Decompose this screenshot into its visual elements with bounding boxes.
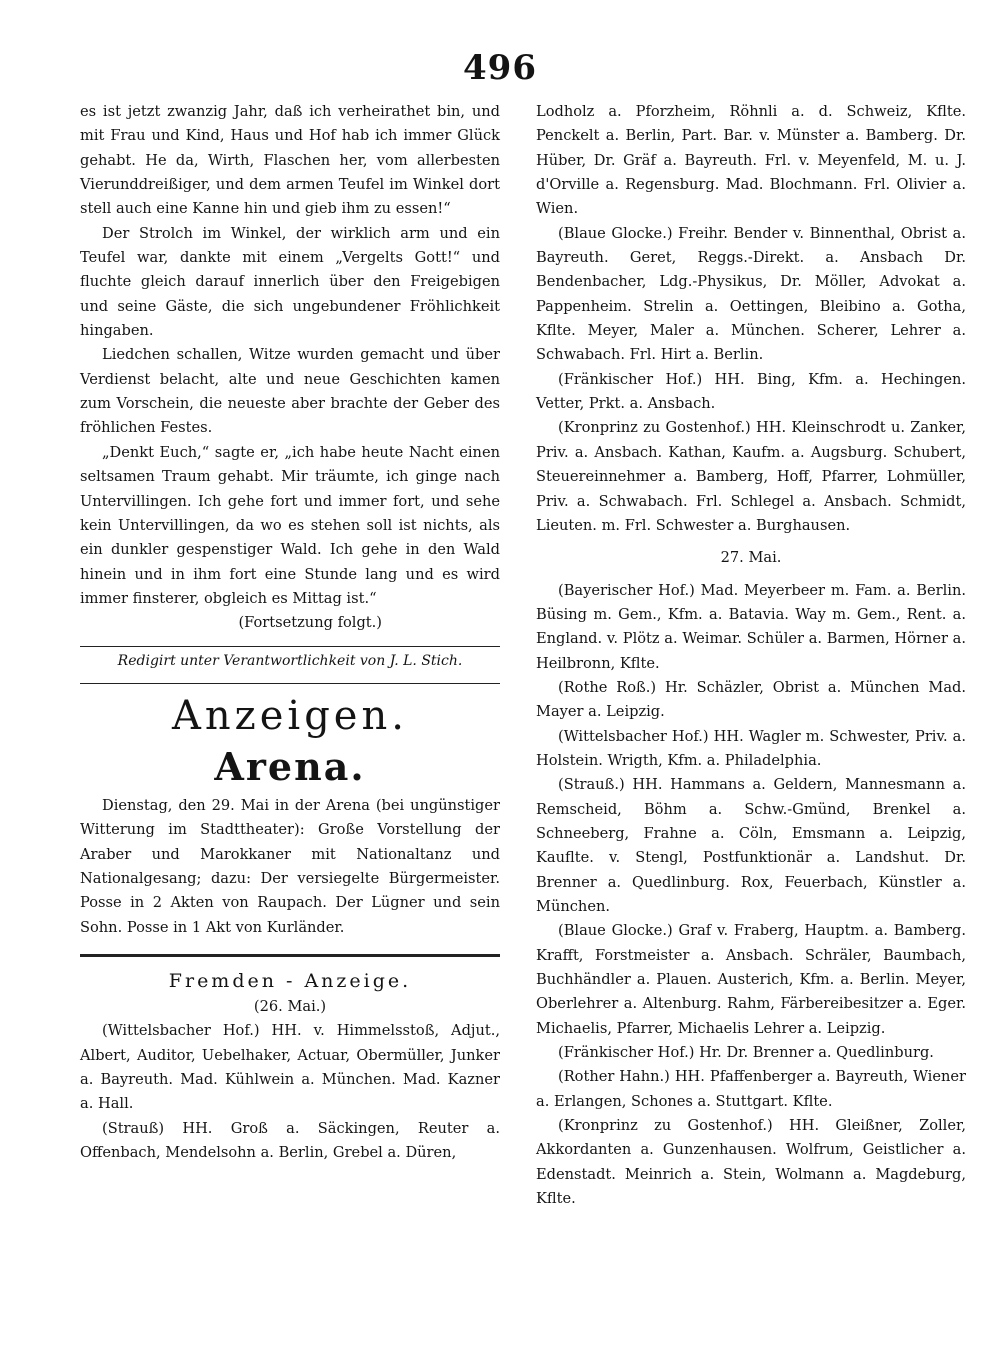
arena-announcement: Dienstag, den 29. Mai in der Arena (bei ungünstiger Witterung im Stadttheater): Große Vorstellung der Araber und Marokkaner mit Nationaltanz und Nationalgesang; dazu: Der versiegelte Bürgermeister. Posse in 2 Akten von Raupach. Der Lügner und sein Sohn. Posse in 1 Akt von Kurländer. [80,796,500,936]
divider [80,646,500,647]
arena-heading: Arena. [214,743,366,789]
visitors-heading: Fremden - Anzeige. [168,969,412,992]
right-column [536,100,966,1211]
continuation-note: (Fortsetzung folgt.) [238,614,382,632]
visitor-entry: (Blaue Glocke.) Graf v. Fraberg, Hauptm. a. Bamberg. Krafft, Forstmeister a. Ansbach. Schräler, Baumbach, Buchhändler a. Plauen. Austerich, Kfm. a. Berlin. Meyer, Oberlehrer a. Altenburg. Rahm, Färbereibesitzer a. Eger. Michaelis, Pfarrer, Michaelis Lehrer a. Leipzig. [536,922,966,1037]
page-number: 496 [463,48,537,88]
visitor-entry: (Strauß.) HH. Hammans a. Geldern, Mannesmann a. Remscheid, Böhm a. Schw.-Gmünd, Brenkel a. Schneeberg, Frahne a. Cöln, Emsmann a. Leipzig, Kauflte. v. Stengl, Postfunktionär a. Landshut. Dr. Brenner a. Quedlinburg. Rox, Feuerbach, Künstler a. München. [536,776,966,915]
ads-heading: Anzeigen. [172,692,408,739]
left-column [80,100,500,1165]
visitor-entry: (Bayerischer Hof.) Mad. Meyerbeer m. Fam. a. Berlin. Büsing m. Gem., Kfm. a. Batavia. Way m. Gem., Rent. a. England. v. Plötz a. Weimar. Schüler a. Barmen, Hörner a. Heilbronn, Kflte. [536,581,966,672]
visitor-entry: (Fränkischer Hof.) HH. Bing, Kfm. a. Hechingen. Vetter, Prkt. a. Ansbach. [536,370,966,413]
visitor-entry: (Wittelsbacher Hof.) HH. Wagler m. Schwester, Priv. a. Holstein. Wrigth, Kfm. a. Philadelphia. [536,727,966,769]
visitor-entry: (Kronprinz zu Gostenhof.) HH. Kleinschrodt u. Zanker, Priv. a. Ansbach. Kathan, Kaufm. a. Augsburg. Schubert, Steuereinnehmer a. Bamberg, Hoff, Pfarrer, Lohmüller, Priv. a. Schwabach. Frl. Schlegel a. Ansbach. Schmidt, Lieuten. m. Frl. Schwester a. Burghausen. [536,419,966,534]
story-paragraph: Der Strolch im Winkel, der wirklich arm und ein Teufel war, dankte mit einem „Vergelts Gott!“ und fluchte gleich darauf innerlich über den Freigebigen und seine Gäste, die sich ungebundener Fröhlichkeit hingaben. [80,224,500,340]
visitor-entry: (Rothe Roß.) Hr. Schäzler, Obrist a. München Mad. Mayer a. Leipzig. [536,678,966,721]
visitor-entry: Lodholz a. Pforzheim, Röhnli a. d. Schweiz, Kfltе. Penckelt a. Berlin, Part. Bar. v. Münster a. Bamberg. Dr. Hüber, Dr. Gräf a. Bayreuth. Frl. v. Meyenfeld, M. u. J. d'Orville a. Regensburg. Mad. Blochmann. Frl. Olivier a. Wien. [536,103,966,218]
divider [80,954,500,957]
visitor-entry: (Wittelsbacher Hof.) HH. v. Himmelsstoß, Adjut., Albert, Auditor, Uebelhaker, Actuar, Obermüller, Junker a. Bayreuth. Mad. Kühlwein a. München. Mad. Kazner a. Hall. [80,1022,500,1113]
visitor-entry: (Strauß) HH. Groß a. Säckingen, Reuter a. Offenbach, Mendelsohn a. Berlin, Grebel a. Düren, [80,1119,500,1162]
visitors-date: (26. Mai.) [253,997,327,1015]
editor-note: Redigirt unter Verantwortlichkeit von J. L. Stich. [117,652,463,669]
story-paragraph: es ist jetzt zwanzig Jahr, daß ich verheirathet bin, und mit Frau und Kind, Haus und Hof hab ich immer Glück gehabt. He da, Wirth, Flaschen her, vom allerbesten Vierunddreißiger, und dem armen Teufel im Winkel dort stell auch eine Kanne hin und gieb ihm zu essen!“ [80,103,500,218]
divider [80,683,500,684]
visitor-entry: (Kronprinz zu Gostenhof.) HH. Gleißner, Zoller, Akkordanten a. Gunzenhausen. Wolfrum, Geistlicher a. Edenstadt. Meinrich a. Stein, Wolmann a. Magdeburg, Kflte. [536,1117,966,1208]
story-paragraph: Liedchen schallen, Witze wurden gemacht und über Verdienst belacht, alte und neue Geschichten kamen zum Vorschein, die neueste aber brachte der Geber des fröhlichen Festes. [80,346,500,437]
story-paragraph: „Denkt Euch,“ sagte er, „ich habe heute Nacht einen seltsamen Traum gehabt. Mir träumte, ich ginge nach Untervillingen. Ich gehe fort und immer fort, und sehe kein Untervillingen, da wo es stehen soll ist nichts, als ein dunkler gespenstiger Wald. Ich gehe in den Wald hinein und in ihm fort eine Stunde lang und es wird immer finsterer, obgleich es Mittag ist.“ [80,443,500,607]
visitor-entry: (Fränkischer Hof.) Hr. Dr. Brenner a. Quedlinburg. [558,1044,934,1062]
visitor-entry: (Rother Hahn.) HH. Pfaffenberger a. Bayreuth, Wiener a. Erlangen, Schones a. Stuttgart. Kflte. [536,1068,966,1110]
visitor-entry: (Blaue Glocke.) Freihr. Bender v. Binnenthal, Obrist a. Bayreuth. Geret, Reggs.-Direkt. a. Ansbach Dr. Bendenbacher, Ldg.-Physikus, Dr. Möller, Advokat a. Pappenheim. Strelin a. Oettingen, Bleibino a. Gotha, Kflte. Meyer, Maler a. München. Scherer, Lehrer a. Schwabach. Frl. Hirt a. Berlin. [536,224,966,364]
date-heading: 27. Mai. [720,549,782,567]
